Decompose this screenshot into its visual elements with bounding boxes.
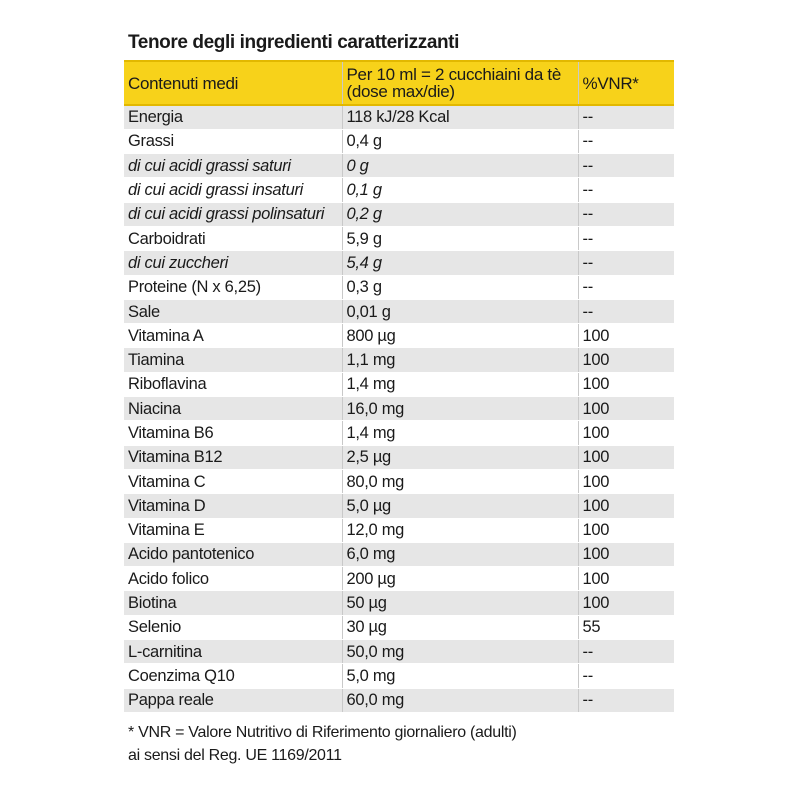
row-name-cell: Niacina <box>124 397 342 421</box>
header-average-contents: Contenuti medi <box>128 73 239 93</box>
row-dose-cell: 50 µg <box>342 591 578 615</box>
footnote <box>128 721 674 767</box>
header-row <box>124 61 674 105</box>
table-row <box>124 615 674 639</box>
table-row <box>124 469 674 493</box>
table-row <box>124 591 674 615</box>
row-vnr-cell: 100 <box>578 372 674 396</box>
row-name-cell: di cui acidi grassi saturi <box>124 154 342 178</box>
row-dose-cell: 1,1 mg <box>342 348 578 372</box>
row-dose-cell: 60,0 mg <box>342 688 578 712</box>
row-dose-cell: 0,1 g <box>342 178 578 202</box>
row-vnr-cell: 100 <box>578 469 674 493</box>
row-vnr-cell: -- <box>578 202 674 226</box>
row-dose-cell: 1,4 mg <box>342 421 578 445</box>
row-vnr-cell: 100 <box>578 324 674 348</box>
row-name-cell: Proteine (N x 6,25) <box>124 275 342 299</box>
table-row <box>124 518 674 542</box>
table-row <box>124 348 674 372</box>
row-name-cell: di cui acidi grassi polinsaturi <box>124 202 342 226</box>
table-row <box>124 664 674 688</box>
table-row <box>124 275 674 299</box>
table-row <box>124 640 674 664</box>
row-name-cell: di cui acidi grassi insaturi <box>124 178 342 202</box>
table-header <box>124 61 674 105</box>
row-name-cell: Selenio <box>124 615 342 639</box>
nutrition-table <box>124 60 674 713</box>
row-vnr-cell: 100 <box>578 397 674 421</box>
row-name-cell: Carboidrati <box>124 226 342 250</box>
row-name-cell: Vitamina C <box>124 469 342 493</box>
row-dose-cell: 118 kJ/28 Kcal <box>342 105 578 129</box>
row-vnr-cell: 55 <box>578 615 674 639</box>
table-row <box>124 688 674 712</box>
row-dose-cell: 2,5 µg <box>342 445 578 469</box>
table-row <box>124 372 674 396</box>
row-dose-cell: 12,0 mg <box>342 518 578 542</box>
row-name-cell: Acido pantotenico <box>124 542 342 566</box>
row-vnr-cell: -- <box>578 105 674 129</box>
row-name-cell: L-carnitina <box>124 640 342 664</box>
row-name-cell: Vitamina A <box>124 324 342 348</box>
header-dose-line1: Per 10 ml = 2 cucchiaini da tè <box>346 65 561 84</box>
row-vnr-cell: 100 <box>578 518 674 542</box>
table-row <box>124 226 674 250</box>
row-name-cell: Riboflavina <box>124 372 342 396</box>
row-dose-cell: 0,01 g <box>342 299 578 323</box>
table-row <box>124 542 674 566</box>
row-vnr-cell: -- <box>578 299 674 323</box>
row-name-cell: Biotina <box>124 591 342 615</box>
table-row <box>124 397 674 421</box>
row-dose-cell: 16,0 mg <box>342 397 578 421</box>
table-row <box>124 299 674 323</box>
table-title: Tenore degli ingredienti caratterizzanti <box>128 32 459 53</box>
footnote-line1: * VNR = Valore Nutritivo di Riferimento giornaliero (adulti) <box>128 723 517 741</box>
header-vnr: %VNR* <box>578 61 674 105</box>
row-name-cell: Energia <box>124 105 342 129</box>
table-row <box>124 445 674 469</box>
row-dose-cell: 6,0 mg <box>342 542 578 566</box>
row-name-cell: Vitamina E <box>124 518 342 542</box>
row-dose-cell: 5,9 g <box>342 226 578 250</box>
table-row <box>124 494 674 518</box>
header-dose <box>342 61 578 105</box>
row-vnr-cell: -- <box>578 251 674 275</box>
table-row <box>124 324 674 348</box>
row-name-cell: Vitamina D <box>124 494 342 518</box>
row-vnr-cell: -- <box>578 226 674 250</box>
header-dose-line2: (dose max/die) <box>346 82 455 101</box>
table-row <box>124 202 674 226</box>
row-vnr-cell: -- <box>578 129 674 153</box>
row-dose-cell: 30 µg <box>342 615 578 639</box>
row-vnr-cell: 100 <box>578 494 674 518</box>
row-vnr-cell: 100 <box>578 421 674 445</box>
row-name-cell: Pappa reale <box>124 688 342 712</box>
row-vnr-cell: -- <box>578 178 674 202</box>
row-vnr-cell: -- <box>578 640 674 664</box>
row-dose-cell: 5,4 g <box>342 251 578 275</box>
row-name-cell: Tiamina <box>124 348 342 372</box>
row-dose-cell: 0,3 g <box>342 275 578 299</box>
row-name-cell: Vitamina B6 <box>124 421 342 445</box>
row-dose-cell: 800 µg <box>342 324 578 348</box>
footnote-line2: ai sensi del Reg. UE 1169/2011 <box>128 746 342 764</box>
row-dose-cell: 0,2 g <box>342 202 578 226</box>
table-row <box>124 567 674 591</box>
row-vnr-cell: -- <box>578 664 674 688</box>
row-name-cell: Sale <box>124 299 342 323</box>
table-row <box>124 154 674 178</box>
row-vnr-cell: 100 <box>578 445 674 469</box>
row-name-cell: Vitamina B12 <box>124 445 342 469</box>
row-dose-cell: 5,0 mg <box>342 664 578 688</box>
row-dose-cell: 200 µg <box>342 567 578 591</box>
row-vnr-cell: 100 <box>578 567 674 591</box>
row-name-cell: Acido folico <box>124 567 342 591</box>
row-name-cell: Coenzima Q10 <box>124 664 342 688</box>
table-row <box>124 421 674 445</box>
table-row <box>124 178 674 202</box>
row-vnr-cell: 100 <box>578 591 674 615</box>
row-name-cell: Grassi <box>124 129 342 153</box>
table-row <box>124 105 674 129</box>
row-dose-cell: 50,0 mg <box>342 640 578 664</box>
row-vnr-cell: -- <box>578 688 674 712</box>
row-dose-cell: 80,0 mg <box>342 469 578 493</box>
table-row <box>124 129 674 153</box>
row-vnr-cell: -- <box>578 275 674 299</box>
row-name-cell: di cui zuccheri <box>124 251 342 275</box>
row-vnr-cell: -- <box>578 154 674 178</box>
row-dose-cell: 1,4 mg <box>342 372 578 396</box>
nutrition-panel <box>124 28 674 767</box>
row-dose-cell: 0 g <box>342 154 578 178</box>
row-vnr-cell: 100 <box>578 542 674 566</box>
row-dose-cell: 0,4 g <box>342 129 578 153</box>
row-vnr-cell: 100 <box>578 348 674 372</box>
table-body <box>124 105 674 712</box>
row-dose-cell: 5,0 µg <box>342 494 578 518</box>
table-row <box>124 251 674 275</box>
